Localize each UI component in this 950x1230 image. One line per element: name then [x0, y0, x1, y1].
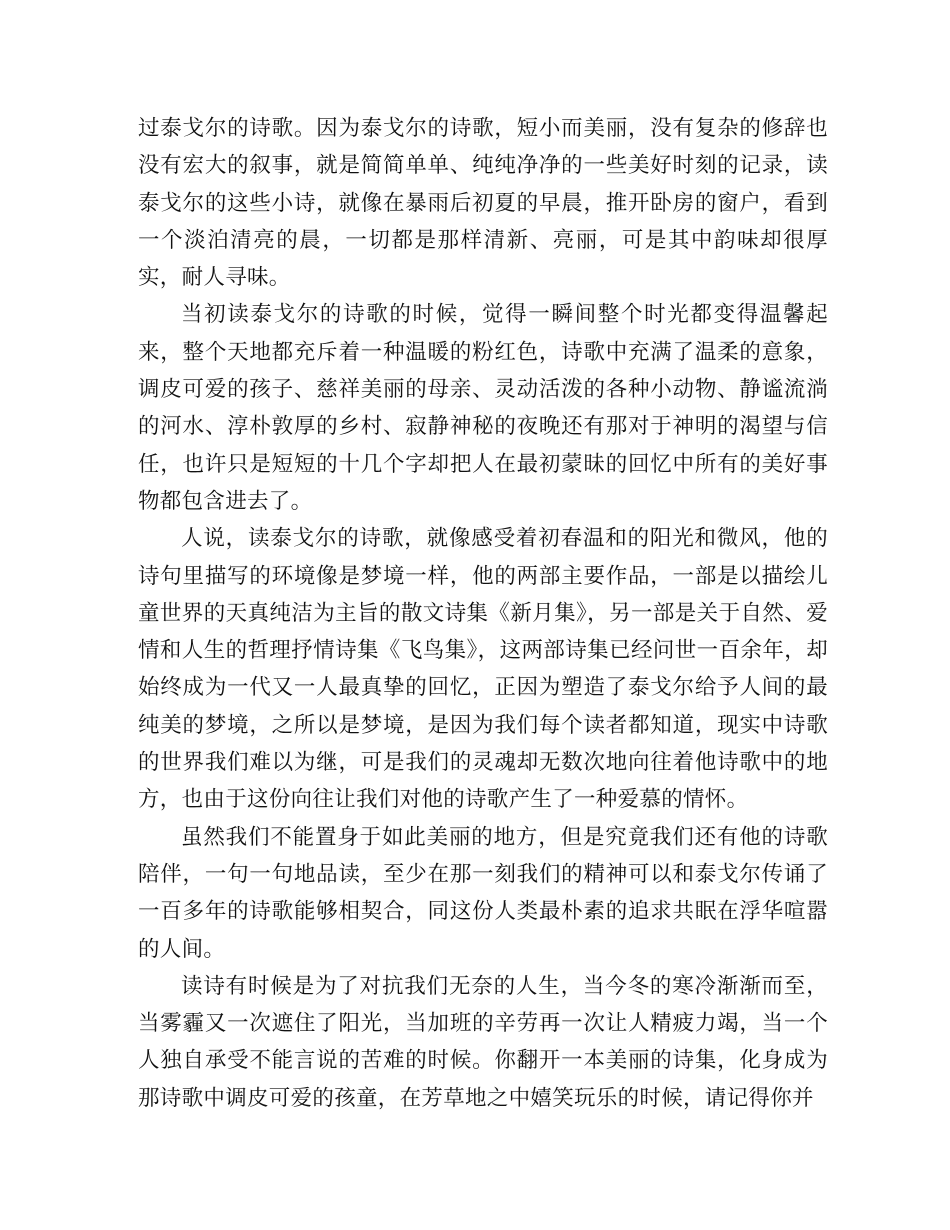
paragraph-reading-poetry: 读诗有时候是为了对抗我们无奈的人生，当今冬的寒冷渐渐而至，当雾霾又一次遮住了阳光，当加班的辛劳再一次让人精疲力竭，当一个人独自承受不能言说的苦难的时候。你翻开一本美丽的诗集，化身成为那诗歌中调皮可爱的孩童，在芳草地之中嬉笑玩乐的时候，请记得你并: [138, 973, 828, 1111]
paragraph-first-reading: 当初读泰戈尔的诗歌的时候，觉得一瞬间整个时光都变得温馨起来，整个天地都充斥着一种温暖的粉红色，诗歌中充满了温柔的意象，调皮可爱的孩子、慈祥美丽的母亲、灵动活泼的各种小动物、静谧流淌的河水、淳朴敦厚的乡村、寂静神秘的夜晚还有那对于神明的渴望与信任，也许只是短短的十几个字却把人在最初蒙昧的回忆中所有的美好事物都包含进去了。: [138, 302, 828, 514]
paragraph-dreamlike-works: 人说，读泰戈尔的诗歌，就像感受着初春温和的阳光和微风，他的诗句里描写的环境像是梦境一样，他的两部主要作品，一部是以描绘儿童世界的天真纯洁为主旨的散文诗集《新月集》，另一部是关于自然、爱情和人生的哲理抒情诗集《飞鸟集》，这两部诗集已经问世一百余年，却始终成为一代又一人最真挚的回忆，正因为塑造了泰戈尔给予人间的最纯美的梦境，之所以是梦境，是因为我们每个读者都知道，现实中诗歌的世界我们难以为继，可是我们的灵魂却无数次地向往着他诗歌中的地方，也由于这份向往让我们对他的诗歌产生了一种爱慕的情怀。: [138, 526, 828, 813]
body-text: [138, 110, 828, 1117]
paragraph-companionship: 虽然我们不能置身于如此美丽的地方，但是究竟我们还有他的诗歌陪伴，一句一句地品读，至少在那一刻我们的精神可以和泰戈尔传诵了一百多年的诗歌能够相契合，同这份人类最朴素的追求共眠在浮华喧嚣的人间。: [138, 824, 828, 962]
paragraph-continuation: 过泰戈尔的诗歌。因为泰戈尔的诗歌，短小而美丽，没有复杂的修辞也没有宏大的叙事，就是简简单单、纯纯净净的一些美好时刻的记录，读泰戈尔的这些小诗，就像在暴雨后初夏的早晨，推开卧房的窗户，看到一个淡泊清亮的晨，一切都是那样清新、亮丽，可是其中韵味却很厚实，耐人寻味。: [138, 116, 828, 291]
